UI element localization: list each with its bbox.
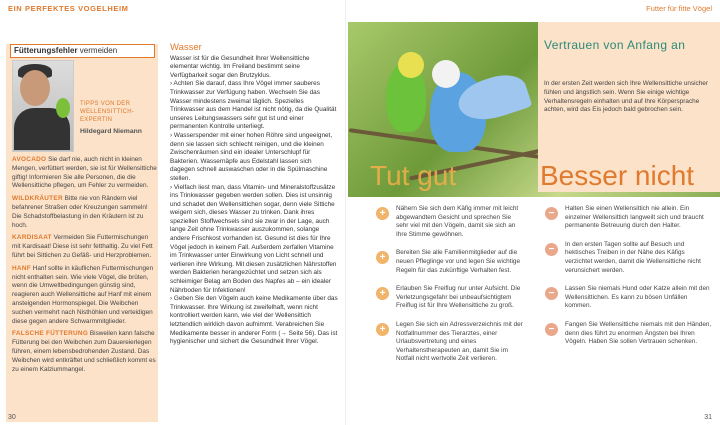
small-parakeet-icon <box>56 98 70 118</box>
green-parakeet-head <box>398 52 424 78</box>
tut-gut-list <box>374 205 524 371</box>
tip-paragraph <box>12 330 157 374</box>
expert-face <box>20 70 50 106</box>
list-item <box>374 285 524 311</box>
tut-gut-title: Tut gut <box>370 160 457 191</box>
list-item <box>374 321 524 364</box>
besser-nicht-title: Besser nicht <box>540 160 695 191</box>
list-item-text: Erlauben Sie Freiflug nur unter Aufsicht. Die Verletzungsgefahr bei unbeaufsichtigtem Freiflug ist für Ihre Wellensittiche zu groß. <box>396 285 521 310</box>
list-item <box>374 205 524 239</box>
tip-body: Sie darf nie, auch nicht in kleinen Mengen, verfüttert werden, sie ist für Wellensittiche giftig! Informieren Sie alle Personen, die die Wellensittiche pflegen, um Fehler zu vermeiden. <box>12 156 157 190</box>
tip-text <box>12 156 157 378</box>
tip-body: Hanf sollte in käuflichen Futtermischungen nicht enthalten sein. Wie viele Vögel, die brüten, wenn die Umweltbedingungen günstig sind, reagieren auch Wellensittiche auf Hanf mit einem ansteigenden Hormonspiegel. Die Weibchen suchen vermehrt nach Nisthöhlen und verteidigen diese gegen andere Schwarmmitglieder. <box>12 264 154 325</box>
tip-paragraph <box>12 156 157 191</box>
blue-parakeet-head <box>432 60 460 88</box>
plus-icon: + <box>376 287 389 300</box>
expert-name: Hildegard Niemann <box>80 128 142 135</box>
wasser-paragraph: › Wasserspender mit einer hohen Röhre sind ungeeignet, denn sie lassen sich schlecht reinigen, und die kleinen Zwischenräumen sind ein idealer Unterschlupf für Bakterien. Wassernäpfe aus Edelstahl lassen sich dagegen schnell auswaschen oder in die Spülmaschine stellen. <box>170 131 333 182</box>
minus-icon: − <box>545 243 558 256</box>
list-item-text: Halten Sie einen Wellensittich nie allein. Ein einzelner Wellensittich langweilt sich und braucht permanente Betreuung durch den Halter. <box>565 205 704 230</box>
wasser-paragraph: Wasser ist für die Gesundheit Ihrer Wellensittiche elementar wichtig. Im Freiland bestimmt seine Verfügbarkeit sogar den Brutzyklus. <box>170 54 310 79</box>
list-item-text: In den ersten Tagen sollte auf Besuch und hektisches Treiben in der Nähe des Käfigs verzichtet werden, damit die Wellensittiche nicht verunsichert werden. <box>565 240 701 274</box>
page-gutter <box>345 0 346 425</box>
list-item <box>374 249 524 275</box>
tip-body: Bitte nie von Rändern viel befahrener Straßen oder Kreuzungen sammeln! Die Schadstoffbelastung in den Kräutern ist zu hoch. <box>12 195 148 229</box>
list-item <box>543 285 713 311</box>
list-item <box>543 205 713 231</box>
plus-icon: + <box>376 207 389 220</box>
tip-paragraph <box>12 195 157 230</box>
tip-keyword: KARDISAAT <box>12 234 52 242</box>
tip-paragraph <box>12 234 157 260</box>
tip-keyword: HANF <box>12 264 31 272</box>
minus-icon: − <box>545 323 558 336</box>
list-item <box>543 321 713 347</box>
wasser-paragraph: › Vielfach liest man, dass Vitamin- und Mineralstoffzusätze ins Trinkwasser gegeben werden sollen. Dies ist unsinnig und schadet den Wellensittichen sogar, denn viele Sittiche weigern sich, dieses Wasser zu trinken. Dank ihres speziellen Stoffwechsels sind sie zwar in der Lage, auch lange Zeit ohne Trinkwasser auszukommen, solange andere Frischkost vorhanden ist. Gesund ist dies für Ihre Vögel jedoch in keinem Fall. Außerdem zerfallen Vitamine im Trinkwasser unter Einwirkung von Licht schnell und verlieren ihre Wirkung. Mit diesen zusätzlichen Nährstoffen werden Bakterien herangezüchtet und setzen sich als schleimiger Belag am Boden des Napfes ab – ein idealer Nährboden für Infektionen! <box>170 183 337 294</box>
running-header-left: EIN PERFEKTES VOGELHEIM <box>8 4 129 13</box>
list-item-text: Fangen Sie Wellensittiche niemals mit den Händen, denn dies führt zu enormen Ängsten bei Ihren Vögeln. Haben Sie sollen Vertrauen schenken. <box>565 320 712 346</box>
list-item-text: Legen Sie sich ein Adressverzeichnis mit der Notfallnummer des Tierarztes, einer Urlaubsvertretung und eines Verhaltenstherapeuten an, damit Sie im Notfall nicht wertvolle Zeit verlieren. <box>396 320 523 363</box>
running-header-right: Futter für fitte Vögel <box>646 4 712 13</box>
list-item-text: Bereiten Sie alle Familienmitglieder auf die neuen Pfleglinge vor und legen Sie wichtige Regeln für das zukünftige Verhalten fest. <box>396 249 520 274</box>
wasser-paragraph: › Geben Sie den Vögeln auch keine Medikamente über das Trinkwasser. Ihre Wirkung ist zweifelhaft, wenn nicht kontrolliert werden kann, wie viel der Wellensittich letztendlich wirklich davon aufnimmt. Verabreichen Sie Medikamente besser in anderer Form (→ Seite 56). Das ist hygienischer und sichert die Gesundheit Ihrer Vögel. <box>170 295 338 346</box>
wasser-paragraph: › Achten Sie darauf, dass Ihre Vögel immer sauberes Trinkwasser zur Verfügung haben. Wechseln Sie das Wasser mindestens zweimal täglich. Spezielles Trinkwasser aus dem Handel ist nicht nötig, da die Qualität unseres Leitungswassers sehr gut ist und einer permanenten Kontrolle unterliegt. <box>170 80 337 131</box>
tip-title-rest: vermeiden <box>79 46 118 55</box>
tip-keyword: WILDKRÄUTER <box>12 195 63 203</box>
plus-icon: + <box>376 323 389 336</box>
tip-title-bold: Fütterungsfehler <box>14 46 78 55</box>
expert-label <box>80 100 156 124</box>
tip-paragraph <box>12 265 157 327</box>
vertrauen-heading: Vertrauen von Anfang an <box>544 38 686 52</box>
minus-icon: − <box>545 287 558 300</box>
page-number-right: 31 <box>704 414 712 421</box>
page-number-left: 30 <box>8 414 16 421</box>
plus-icon: + <box>376 251 389 264</box>
vertrauen-text: In der ersten Zeit werden sich Ihre Wellensittiche unsicher fühlen und ängstlich sein. Wenn Sie einige wichtige Verhaltensregeln einhalten und auf Ihre Körpersprache achten, wird das Eis jedoch bald gebrochen sein. <box>544 80 708 114</box>
wasser-heading: Wasser <box>170 42 202 53</box>
tip-body: Vermeiden Sie Futtermischungen mit Kardisaat! Diese ist sehr fetthaltig. Zu viel Fett führt bei Sittichen zu Gefäß- und Herzproblemen. <box>12 234 153 259</box>
tip-body: Bisweilen kann falsche Fütterung bei den Weibchen zum Dauereierlegen führen, einem lebensbedrohenden Zustand. Das Weibchen wird entkräftet und schließlich kommt es zu einem Kalziummangel. <box>12 330 156 373</box>
list-item <box>543 241 713 275</box>
expert-label-line-1: TIPPS VON DER <box>80 101 131 107</box>
tip-title <box>14 46 117 55</box>
list-item-text: Nähern Sie sich dem Käfig immer mit leicht abgewandtem Gesicht und sprechen Sie sehr viel mit den Vögeln, damit sie sich an Ihre Stimme gewöhnen. <box>396 205 519 238</box>
besser-nicht-list <box>543 205 713 354</box>
minus-icon: − <box>545 207 558 220</box>
tip-keyword: FALSCHE FÜTTERUNG <box>12 330 89 338</box>
expert-label-line-2: WELLENSITTICH- <box>80 109 135 115</box>
tip-keyword: AVOCADO <box>12 156 47 163</box>
wasser-column <box>170 44 338 347</box>
list-item-text: Lassen Sie niemals Hund oder Katze allein mit den Wellensittichen. Es kann zu bösen Unfällen kommen. <box>565 285 710 310</box>
expert-label-line-3: EXPERTIN <box>80 117 113 123</box>
